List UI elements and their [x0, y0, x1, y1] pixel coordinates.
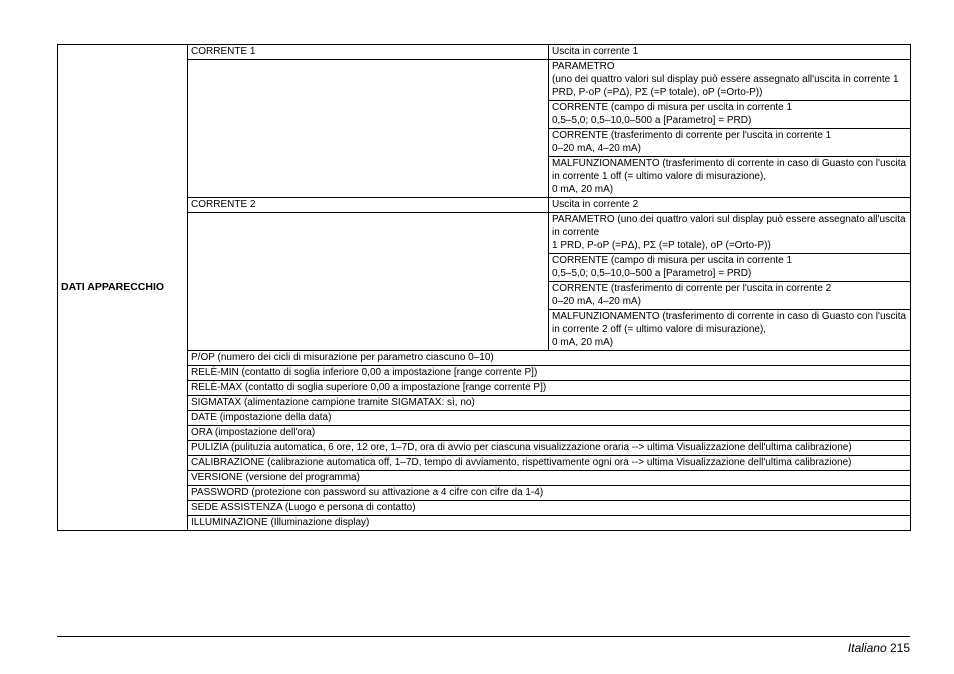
- corrente2-label: CORRENTE 2: [188, 198, 549, 213]
- setting-row: SIGMATAX (alimentazione campione tramite SIGMATAX: sì, no): [188, 396, 911, 411]
- corrente2-detail: CORRENTE (campo di misura per uscita in corrente 1 0,5–5,0; 0,5–10,0–500 a [Parametro] = PRD): [549, 254, 911, 282]
- corrente1-detail: CORRENTE (campo di misura per uscita in corrente 1 0,5–5,0; 0,5–10,0–500 a [Parametro] = PRD): [549, 101, 911, 129]
- corrente2-detail: MALFUNZIONAMENTO (trasferimento di corrente in caso di Guasto con l'uscita in corrente 2 off (= ultimo valore di misurazione), 0 mA, 20 mA): [549, 310, 911, 351]
- empty-cell: [188, 213, 549, 351]
- corrente2-detail: CORRENTE (trasferimento di corrente per l'uscita in corrente 2 0–20 mA, 4–20 mA): [549, 282, 911, 310]
- setting-row: RELÈ-MAX (contatto di soglia superiore 0,00 a impostazione [range corrente P]): [188, 381, 911, 396]
- footer-language: Italiano: [847, 641, 887, 655]
- setting-row: DATE (impostazione della data): [188, 411, 911, 426]
- page-number: 215: [889, 641, 910, 655]
- corrente1-detail: PARAMETRO (uno dei quattro valori sul display può essere assegnato all'uscita in corrente 1 PRD, P-oP (=PΔ), PΣ (=P totale), oP (=Orto-P)): [549, 60, 911, 101]
- corrente1-value: Uscita in corrente 1: [549, 45, 911, 60]
- empty-cell: [188, 60, 549, 198]
- corrente1-detail: CORRENTE (trasferimento di corrente per l'uscita in corrente 1 0–20 mA, 4–20 mA): [549, 129, 911, 157]
- footer-divider: [57, 636, 910, 637]
- setting-row: CALIBRAZIONE (calibrazione automatica off, 1–7D, tempo di avviamento, rispettivamente ogni ora --> ultima Visualizzazione dell'ultima calibrazione): [188, 456, 911, 471]
- setting-row: PULIZIA (pulituzia automatica, 6 ore, 12 ore, 1–7D, ora di avvio per ciascuna visualizzazione oraria --> ultima Visualizzazione dell'ultima calibrazione): [188, 441, 911, 456]
- page-footer: [848, 641, 910, 655]
- corrente2-detail: PARAMETRO (uno dei quattro valori sul display può essere assegnato all'uscita in corrente 1 PRD, P-oP (=PΔ), PΣ (=P totale), oP (=Orto-P)): [549, 213, 911, 254]
- section-label: DATI APPARECCHIO: [58, 45, 188, 531]
- setting-row: RELÈ-MIN (contatto di soglia inferiore 0,00 a impostazione [range corrente P]): [188, 366, 911, 381]
- setting-row: P/OP (numero dei cicli di misurazione per parametro ciascuno 0–10): [188, 351, 911, 366]
- setting-row: ILLUMINAZIONE (Illuminazione display): [188, 516, 911, 531]
- setting-row: VERSIONE (versione del programma): [188, 471, 911, 486]
- setting-row: PASSWORD (protezione con password su attivazione a 4 cifre con cifre da 1-4): [188, 486, 911, 501]
- corrente1-detail: MALFUNZIONAMENTO (trasferimento di corrente in caso di Guasto con l'uscita in corrente 1 off (= ultimo valore di misurazione), 0 mA, 20 mA): [549, 157, 911, 198]
- settings-table: [57, 44, 911, 531]
- table-row: [58, 45, 911, 60]
- corrente2-value: Uscita in corrente 2: [549, 198, 911, 213]
- corrente1-label: CORRENTE 1: [188, 45, 549, 60]
- setting-row: SEDE ASSISTENZA (Luogo e persona di contatto): [188, 501, 911, 516]
- setting-row: ORA (impostazione dell'ora): [188, 426, 911, 441]
